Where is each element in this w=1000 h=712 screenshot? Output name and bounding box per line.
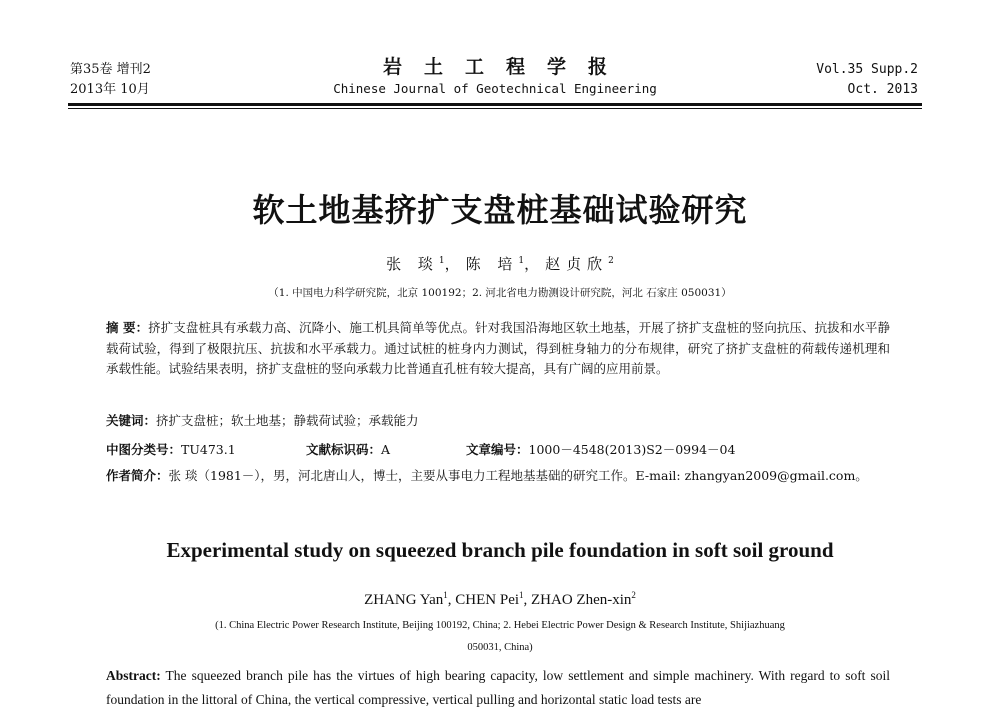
author-separator: ,: [447, 592, 456, 608]
abstract-text-en: The squeezed branch pile has the virtues of high bearing capacity, low settlement and simple machinery. With regard to soft soil foundation in the littoral of China, the vertical compressive, vertical pulling and horizontal static load tests are: [106, 668, 890, 707]
affiliation-cn: （1. 中国电力科学研究院，北京 100192；2. 河北省电力勘测设计研究院，河北 石家庄 050031）: [268, 287, 732, 299]
header-rule-thin: [68, 108, 922, 109]
abstract-text-cn: 挤扩支盘桩具有承载力高、沉降小、施工机具简单等优点。针对我国沿海地区软土地基，开展了挤扩支盘桩的竖向抗压、抗拔和水平静载荷试验，得到了极限抗压、抗拔和水平承载力。通过试桩的桩身内力测试，得到桩身轴力的分布规律，研究了挤扩支盘桩的荷载传递机理和承载性能。试验结果表明，挤扩支盘桩的竖向承载力比普通直孔桩有较大提高，具有广阔的应用前景。: [106, 320, 890, 376]
clc-label: 中图分类号：: [106, 442, 182, 457]
author-affil-mark: 2: [608, 256, 614, 266]
journal-masthead: [330, 54, 660, 98]
author-affil-mark: 1: [518, 256, 525, 266]
issue-date: 2013年 10月: [70, 82, 150, 97]
abstract-cn: [106, 318, 890, 380]
abstract-label-cn: 摘 要：: [106, 320, 149, 335]
abstract-label-en: Abstract:: [106, 668, 161, 683]
paper-title-en: Experimental study on squeezed branch pile foundation in soft soil ground: [166, 538, 834, 562]
author-affil-mark: 1: [519, 590, 524, 600]
doc-code-item: [306, 440, 466, 458]
bio-text-cn: 张 琰（1981－），男，河北唐山人，博士，主要从事电力工程地基基础的研究工作。E-mail: zhangyan2009@gmail.com。: [168, 468, 868, 483]
classification-line: [106, 440, 890, 458]
clc-value: TU473.1: [181, 442, 236, 457]
author-list-en: [0, 590, 1000, 609]
author-name: ZHANG Yan: [364, 592, 444, 608]
affiliation-en-line: 050031, China): [467, 642, 533, 653]
paper-title-cn: 软土地基挤扩支盘桩基础试验研究: [252, 191, 748, 229]
header-rule-thick: [68, 103, 922, 106]
author-affil-mark: 1: [438, 256, 445, 266]
author-affil-mark: 2: [631, 590, 636, 600]
author-separator: ,: [523, 592, 532, 608]
clc-item: [106, 440, 306, 458]
affiliation-en: [0, 615, 1000, 659]
journal-name-cn: 岩土工程学报: [382, 56, 629, 78]
author-name: 陈 培: [465, 255, 519, 273]
keywords-cn: [106, 411, 419, 429]
author-name: 赵贞欣: [545, 255, 609, 273]
author-name: CHEN Pei: [455, 592, 520, 608]
author-name: 张 琰: [386, 255, 439, 273]
volume-issue: 第35卷 增刊2: [70, 62, 151, 77]
author-separator: ，: [524, 255, 546, 273]
author-list-cn: [0, 253, 1000, 274]
journal-name-en: Chinese Journal of Geotechnical Engineering: [333, 81, 657, 96]
bio-label-cn: 作者简介：: [106, 468, 169, 483]
article-no-label: 文章编号：: [466, 442, 529, 457]
author-name: ZHAO Zhen-xin: [531, 592, 632, 608]
keywords-label-cn: 关键词：: [106, 413, 157, 428]
keywords-text-cn: 挤扩支盘桩；软土地基；静载荷试验；承载能力: [156, 413, 419, 428]
abstract-en: [106, 664, 890, 712]
issue-info: [70, 60, 151, 100]
author-affil-mark: 1: [443, 590, 448, 600]
author-bio-cn: [106, 464, 890, 488]
issue-date-en: Oct. 2013: [847, 82, 918, 97]
issue-info-en: [816, 60, 918, 100]
affiliation-en-line: (1. China Electric Power Research Institute, Beijing 100192, China; 2. Hebei Electric Power Design & Research Institute, Shijiazhuang: [215, 620, 785, 631]
author-separator: ，: [444, 255, 466, 273]
article-no-value: 1000－4548(2013)S2－0994－04: [528, 442, 736, 457]
volume-issue-en: Vol.35 Supp.2: [816, 62, 918, 77]
doc-code-label: 文献标识码：: [306, 442, 382, 457]
doc-code-value: A: [381, 442, 391, 457]
article-no-item: [466, 440, 735, 458]
